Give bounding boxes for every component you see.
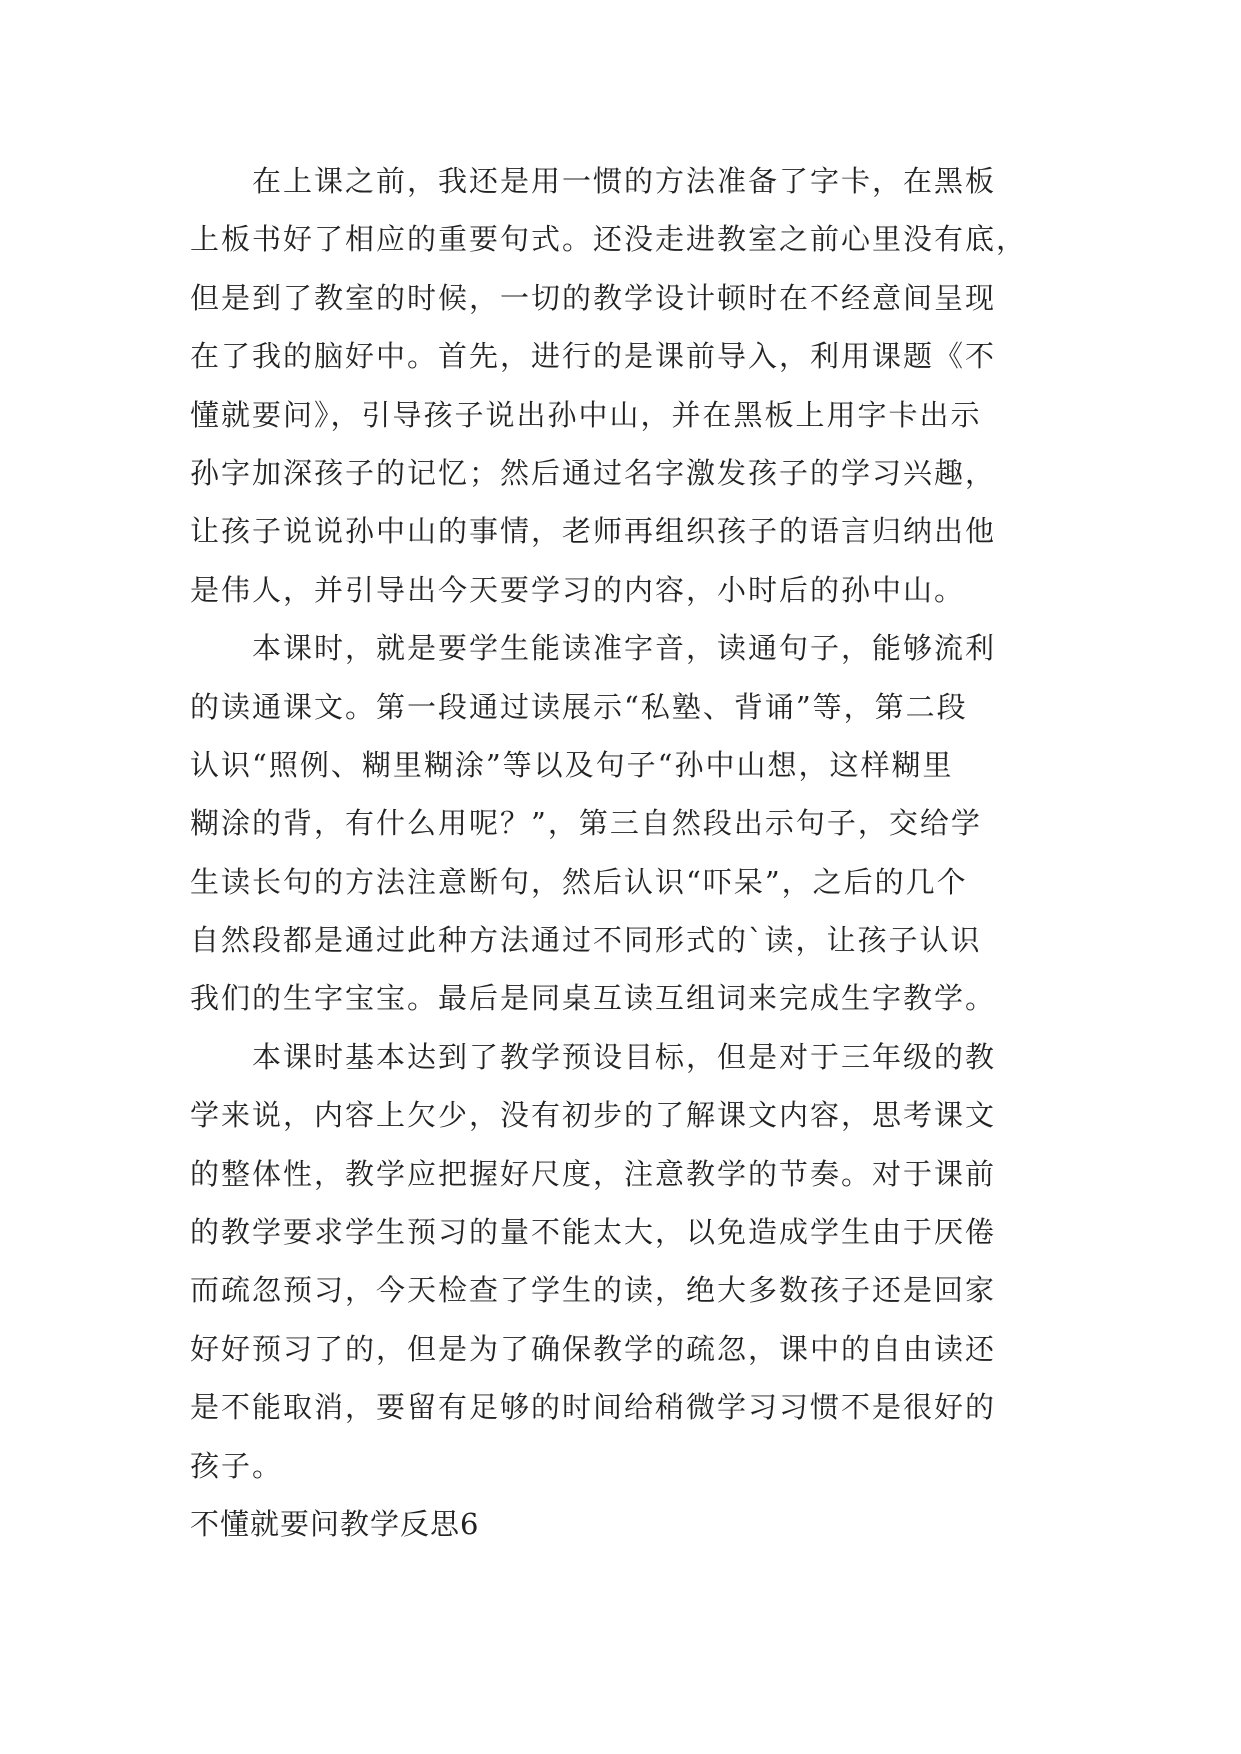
paragraph-line: 我们的生字宝宝。最后是同桌互读互组词来完成生字教学。 — [190, 981, 997, 1016]
paragraph-3 — [190, 1028, 1090, 1495]
paragraph-line: 但是到了教室的时候，一切的教学设计顿时在不经意间呈现 — [190, 280, 997, 315]
paragraph-line: 本课时，就是要学生能读准字音，读通句子，能够流利 — [252, 631, 997, 666]
paragraph-line: 孩子。 — [190, 1448, 284, 1483]
paragraph-line: 在了我的脑好中。首先，进行的是课前导入，利用课题《不 — [190, 339, 997, 374]
paragraph-line: 学来说，内容上欠少，没有初步的了解课文内容，思考课文 — [190, 1098, 997, 1133]
paragraph-line: 的读通课文。第一段通过读展示“私塾、背诵”等，第二段 — [190, 689, 968, 724]
paragraph-line: 的整体性，教学应把握好尺度，注意教学的节奏。对于课前 — [190, 1156, 997, 1191]
paragraph-line: 自然段都是通过此种方法通过不同形式的`读，让孩子认识 — [190, 923, 982, 958]
paragraph-line: 认识“照例、糊里糊涂”等以及句子“孙中山想，这样糊里 — [190, 747, 954, 782]
paragraph-line: 上板书好了相应的重要句式。还没走进教室之前心里没有底， — [190, 222, 1028, 257]
paragraph-1 — [190, 152, 1090, 619]
paragraph-line: 本课时基本达到了教学预设目标，但是对于三年级的教 — [252, 1039, 997, 1074]
paragraph-line: 让孩子说说孙中山的事情，老师再组织孩子的语言归纳出他 — [190, 514, 997, 549]
paragraph-line: 是不能取消，要留有足够的时间给稍微学习习惯不是很好的 — [190, 1390, 997, 1425]
section-heading: 不懂就要问教学反思6 — [190, 1506, 480, 1541]
paragraph-line: 是伟人，并引导出今天要学习的内容，小时后的孙中山。 — [190, 572, 966, 607]
paragraph-line: 生读长句的方法注意断句，然后认识“吓呆”，之后的几个 — [190, 864, 968, 899]
paragraph-line: 糊涂的背，有什么用呢？”，第三自然段出示句子，交给学 — [190, 806, 982, 841]
paragraph-line: 孙字加深孩子的记忆；然后通过名字激发孩子的学习兴趣， — [190, 455, 997, 490]
document-body — [190, 152, 1090, 1553]
paragraph-line: 懂就要问》，引导孩子说出孙中山，并在黑板上用字卡出示 — [190, 397, 982, 432]
paragraph-line: 而疏忽预习，今天检查了学生的读，绝大多数孩子还是回家 — [190, 1273, 997, 1308]
paragraph-line: 在上课之前，我还是用一惯的方法准备了字卡，在黑板 — [252, 164, 997, 198]
paragraph-line: 的教学要求学生预习的量不能太大，以免造成学生由于厌倦 — [190, 1215, 997, 1250]
paragraph-2 — [190, 619, 1090, 1028]
paragraph-line: 好好预习了的，但是为了确保教学的疏忽，课中的自由读还 — [190, 1331, 997, 1366]
